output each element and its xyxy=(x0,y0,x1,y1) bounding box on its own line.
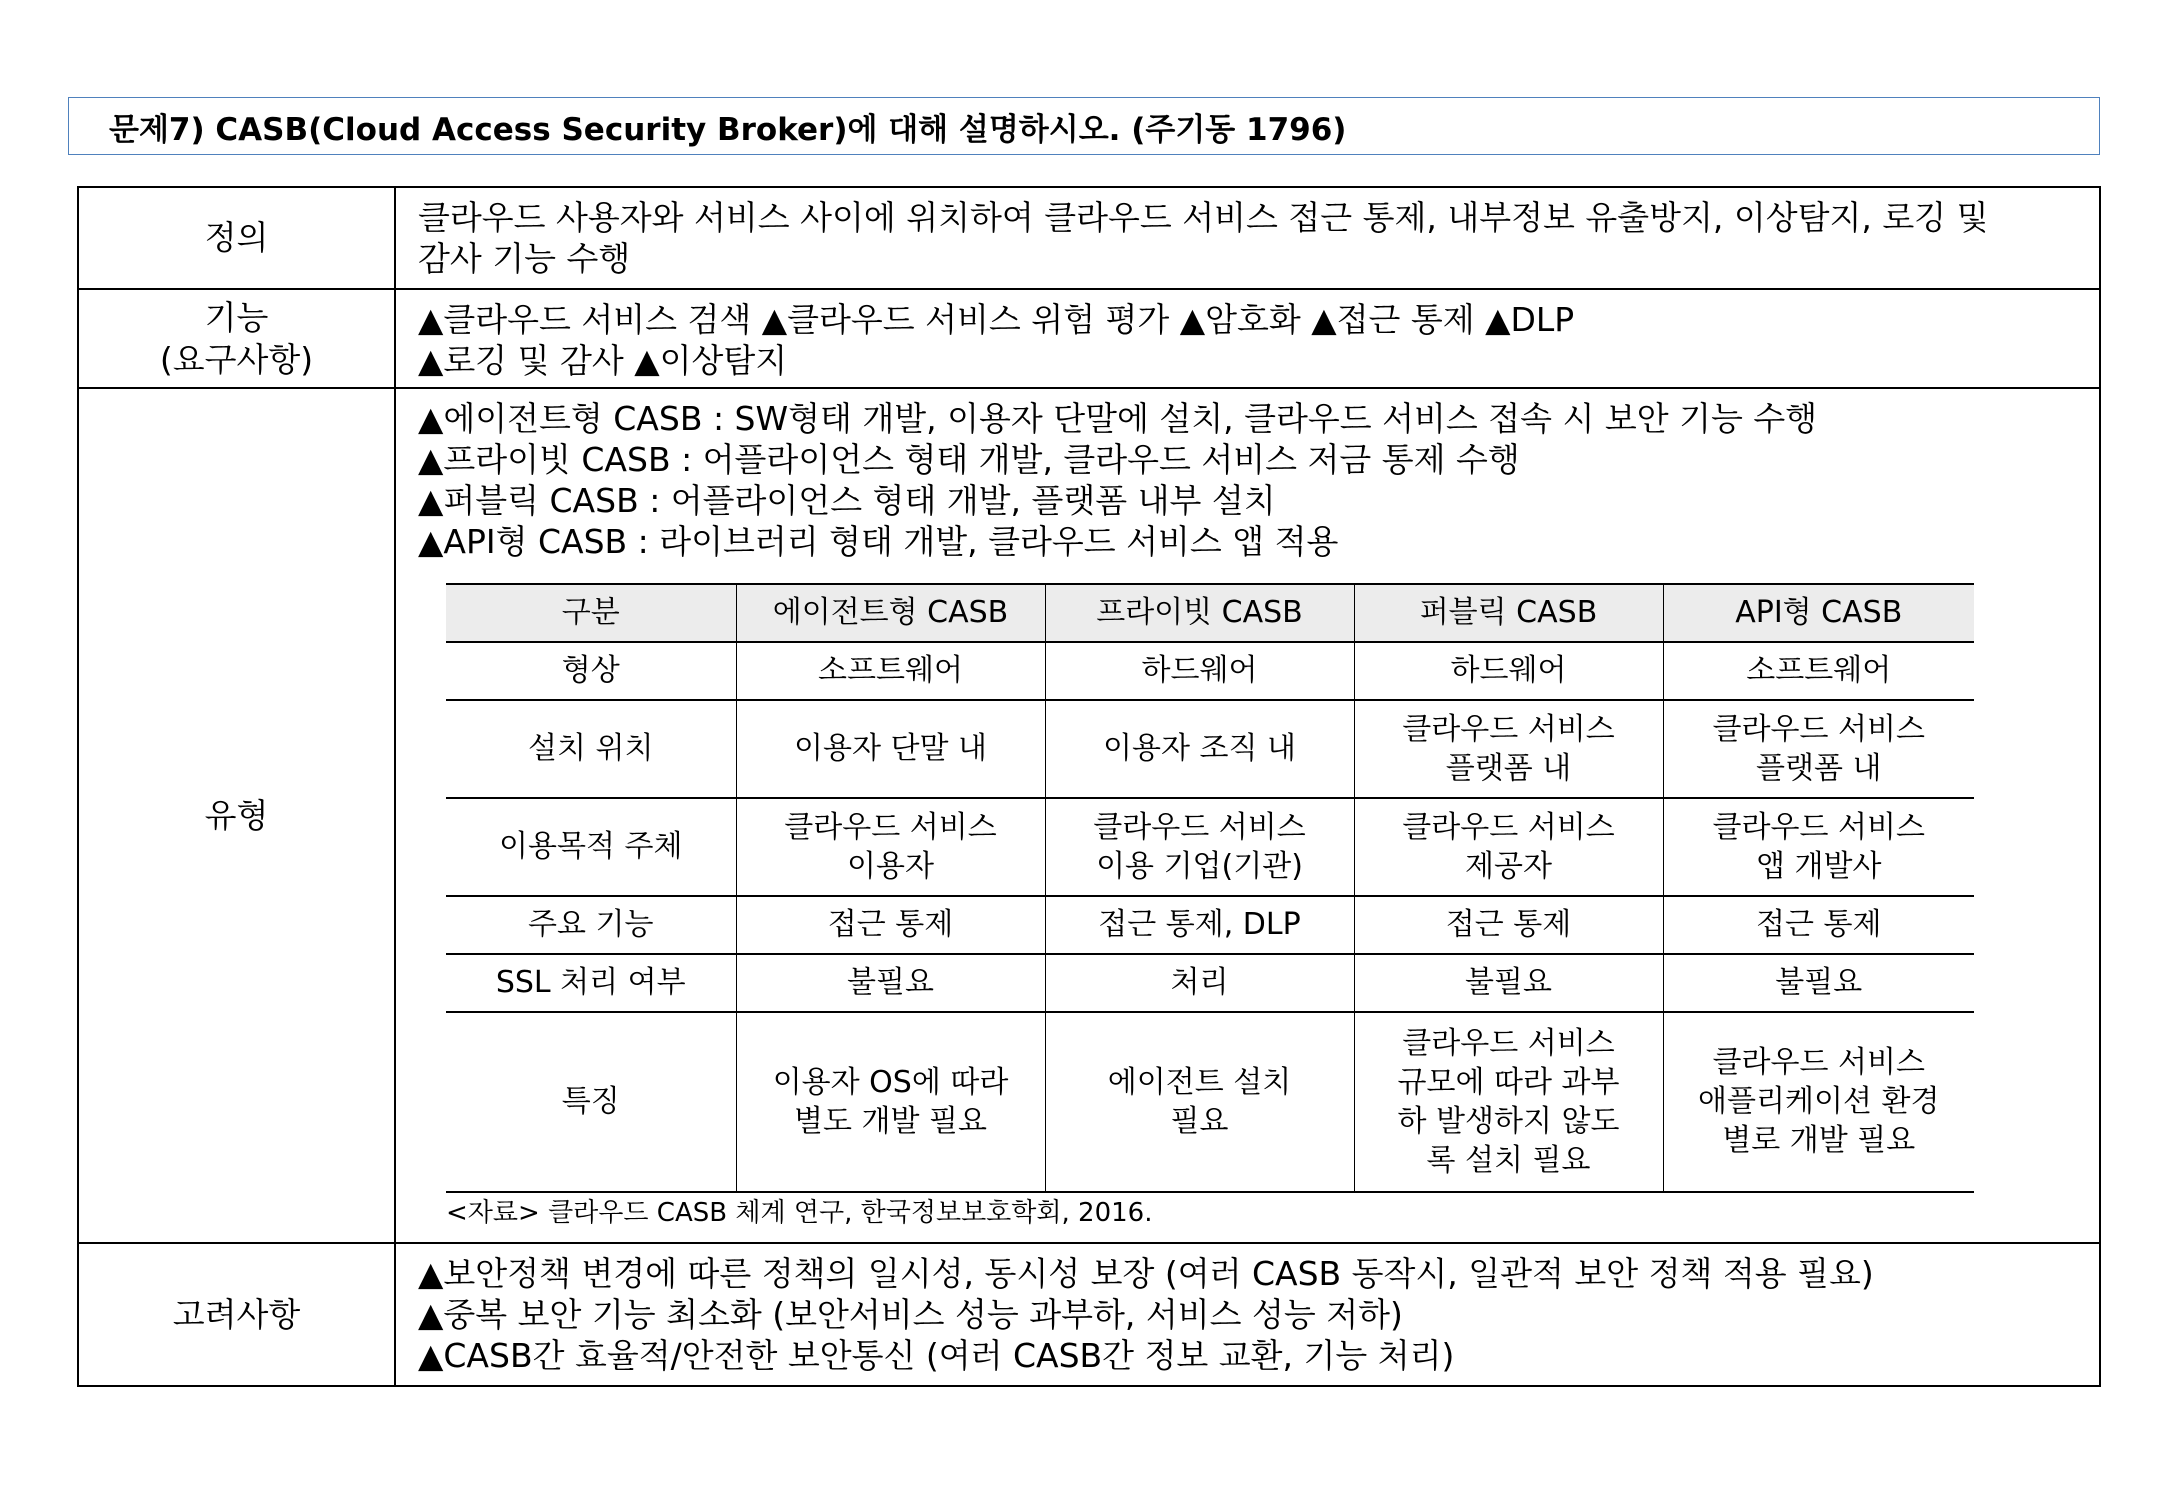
function-content xyxy=(395,289,2100,388)
comparison-cell-line: 접근 통제 xyxy=(827,907,954,943)
comparison-row xyxy=(446,642,1974,700)
comparison-cell-line: 별도 개발 필요 xyxy=(794,1103,987,1139)
comparison-cell-line: 앱 개발사 xyxy=(1756,848,1882,884)
comparison-row xyxy=(446,1012,1974,1192)
function-line: ▲로깅 및 감사 ▲이상탐지 xyxy=(418,340,788,380)
comparison-cell xyxy=(1354,642,1663,700)
comparison-cell-line: 이용자 xyxy=(847,848,934,884)
comparison-cell xyxy=(1045,700,1354,798)
comparison-header-cell: 구분 xyxy=(446,584,736,642)
comparison-row-label: SSL 처리 여부 xyxy=(446,954,736,1012)
function-label-line: (요구사항) xyxy=(159,339,314,379)
considerations-row xyxy=(78,1243,2100,1386)
comparison-header-cell: 프라이빗 CASB xyxy=(1045,584,1354,642)
types-row xyxy=(78,388,2100,1243)
comparison-row xyxy=(446,700,1974,798)
considerations-label: 고려사항 xyxy=(78,1243,395,1386)
comparison-header-cell: 에이전트형 CASB xyxy=(736,584,1045,642)
type-line: ▲API형 CASB : 라이브러리 형태 개발, 클라우드 서비스 앱 적용 xyxy=(418,521,1339,561)
comparison-cell-line: 하드웨어 xyxy=(1450,653,1567,689)
definition-row xyxy=(78,187,2100,289)
comparison-cell-line: 클라우드 서비스 xyxy=(1402,809,1615,845)
comparison-cell xyxy=(1354,1012,1663,1192)
comparison-cell-line: 소프트웨어 xyxy=(1746,653,1892,689)
comparison-cell-line: 이용자 OS에 따라 xyxy=(772,1064,1009,1100)
comparison-row-label: 이용목적 주체 xyxy=(446,798,736,896)
comparison-cell xyxy=(736,896,1045,954)
comparison-cell-line: 클라우드 서비스 xyxy=(1093,809,1306,845)
comparison-cell-line: 접근 통제 xyxy=(1756,907,1882,943)
comparison-cell xyxy=(736,642,1045,700)
comparison-cell-line: 이용자 조직 내 xyxy=(1103,731,1296,767)
comparison-cell xyxy=(1354,954,1663,1012)
comparison-cell-line: 규모에 따라 과부 xyxy=(1397,1064,1620,1100)
consideration-line: ▲보안정책 변경에 따른 정책의 일시성, 동시성 보장 (여러 CASB 동작시, 일관적 보안 정책 적용 필요) xyxy=(418,1254,1874,1293)
comparison-cell xyxy=(1045,798,1354,896)
comparison-header-row xyxy=(446,584,1974,642)
comparison-cell-line: 소프트웨어 xyxy=(818,653,963,689)
comparison-cell xyxy=(1663,1012,1974,1192)
comparison-cell-line: 이용 기업(기관) xyxy=(1096,848,1303,884)
comparison-row xyxy=(446,954,1974,1012)
function-label-line: 기능 xyxy=(204,298,269,338)
comparison-cell-line: 클라우드 서비스 xyxy=(784,809,997,845)
comparison-cell-line: 클라우드 서비스 xyxy=(1402,1025,1615,1061)
comparison-cell-line: 플랫폼 내 xyxy=(1445,750,1572,786)
function-row xyxy=(78,289,2100,388)
comparison-row-label: 설치 위치 xyxy=(446,700,736,798)
comparison-cell xyxy=(1045,1012,1354,1192)
comparison-cell-line: 불필요 xyxy=(1775,965,1863,1001)
comparison-cell-line: 접근 통제, DLP xyxy=(1098,907,1301,943)
considerations-content xyxy=(395,1243,2100,1386)
table-source-caption: <자료> 클라우드 CASB 체계 연구, 한국정보보호학회, 2016. xyxy=(446,1197,1153,1228)
comparison-header-cell: 퍼블릭 CASB xyxy=(1354,584,1663,642)
comparison-cell xyxy=(1663,896,1974,954)
comparison-cell xyxy=(736,798,1045,896)
casb-comparison-table xyxy=(446,583,1974,1193)
comparison-cell-line: 접근 통제 xyxy=(1445,907,1572,943)
comparison-cell-line: 처리 xyxy=(1170,965,1229,1001)
comparison-cell xyxy=(1663,642,1974,700)
definition-content xyxy=(395,187,2100,289)
comparison-cell xyxy=(736,954,1045,1012)
comparison-figure xyxy=(418,563,2079,1229)
comparison-cell-line: 이용자 단말 내 xyxy=(794,731,987,767)
casb-summary-table xyxy=(77,186,2101,1387)
comparison-cell xyxy=(736,1012,1045,1192)
comparison-cell-line: 불필요 xyxy=(847,965,934,1001)
definition-line: 감사 기능 수행 xyxy=(418,238,631,278)
consideration-line: ▲중복 보안 기능 최소화 (보안서비스 성능 과부하, 서비스 성능 저하) xyxy=(418,1294,1403,1334)
comparison-cell xyxy=(1354,798,1663,896)
comparison-header-cell: API형 CASB xyxy=(1663,584,1974,642)
function-line: ▲클라우드 서비스 검색 ▲클라우드 서비스 위험 평가 ▲암호화 ▲접근 통제 ▲DLP xyxy=(418,300,1575,339)
comparison-cell-line: 클라우드 서비스 xyxy=(1712,711,1925,747)
type-line: ▲퍼블릭 CASB : 어플라이언스 형태 개발, 플랫폼 내부 설치 xyxy=(418,480,1276,520)
comparison-cell-line: 하 발생하지 않도 xyxy=(1397,1103,1620,1139)
comparison-cell-line: 애플리케이션 환경 xyxy=(1698,1084,1940,1120)
comparison-cell-line: 필요 xyxy=(1170,1103,1229,1139)
comparison-cell xyxy=(1663,954,1974,1012)
definition-label: 정의 xyxy=(78,187,395,289)
question-title: 문제7) CASB(Cloud Access Security Broker)에 대해 설명하시오. (주기동 1796) xyxy=(68,97,2100,155)
comparison-row-label: 형상 xyxy=(446,642,736,700)
type-line: ▲에이전트형 CASB : SW형태 개발, 이용자 단말에 설치, 클라우드 서비스 접속 시 보안 기능 수행 xyxy=(418,399,1818,438)
comparison-cell-line: 에이전트 설치 xyxy=(1107,1064,1292,1100)
comparison-cell-line: 클라우드 서비스 xyxy=(1402,711,1615,747)
comparison-cell-line: 하드웨어 xyxy=(1141,653,1258,689)
consideration-line: ▲CASB간 효율적/안전한 보안통신 (여러 CASB간 정보 교환, 기능 처리) xyxy=(418,1335,1455,1375)
comparison-cell-line: 제공자 xyxy=(1465,848,1552,884)
comparison-cell xyxy=(1045,642,1354,700)
comparison-cell xyxy=(1354,896,1663,954)
comparison-cell xyxy=(1045,896,1354,954)
comparison-row-label: 특징 xyxy=(446,1012,736,1192)
comparison-cell-line: 별로 개발 필요 xyxy=(1722,1123,1916,1159)
definition-line: 클라우드 사용자와 서비스 사이에 위치하여 클라우드 서비스 접근 통제, 내부정보 유출방지, 이상탐지, 로깅 및 xyxy=(418,198,1989,237)
comparison-cell xyxy=(1354,700,1663,798)
comparison-cell-line: 록 설치 필요 xyxy=(1426,1142,1591,1178)
function-label xyxy=(78,289,395,388)
comparison-row-label: 주요 기능 xyxy=(446,896,736,954)
comparison-row xyxy=(446,896,1974,954)
type-line: ▲프라이빗 CASB : 어플라이언스 형태 개발, 클라우드 서비스 저금 통제 수행 xyxy=(418,439,1520,479)
types-label: 유형 xyxy=(78,388,395,1243)
comparison-cell xyxy=(1045,954,1354,1012)
comparison-cell-line: 클라우드 서비스 xyxy=(1712,1045,1925,1081)
comparison-cell-line: 클라우드 서비스 xyxy=(1712,809,1925,845)
comparison-cell xyxy=(1663,798,1974,896)
comparison-cell xyxy=(736,700,1045,798)
comparison-row xyxy=(446,798,1974,896)
types-content xyxy=(395,388,2100,1243)
comparison-cell-line: 불필요 xyxy=(1465,965,1552,1001)
comparison-cell xyxy=(1663,700,1974,798)
comparison-cell-line: 플랫폼 내 xyxy=(1756,750,1882,786)
